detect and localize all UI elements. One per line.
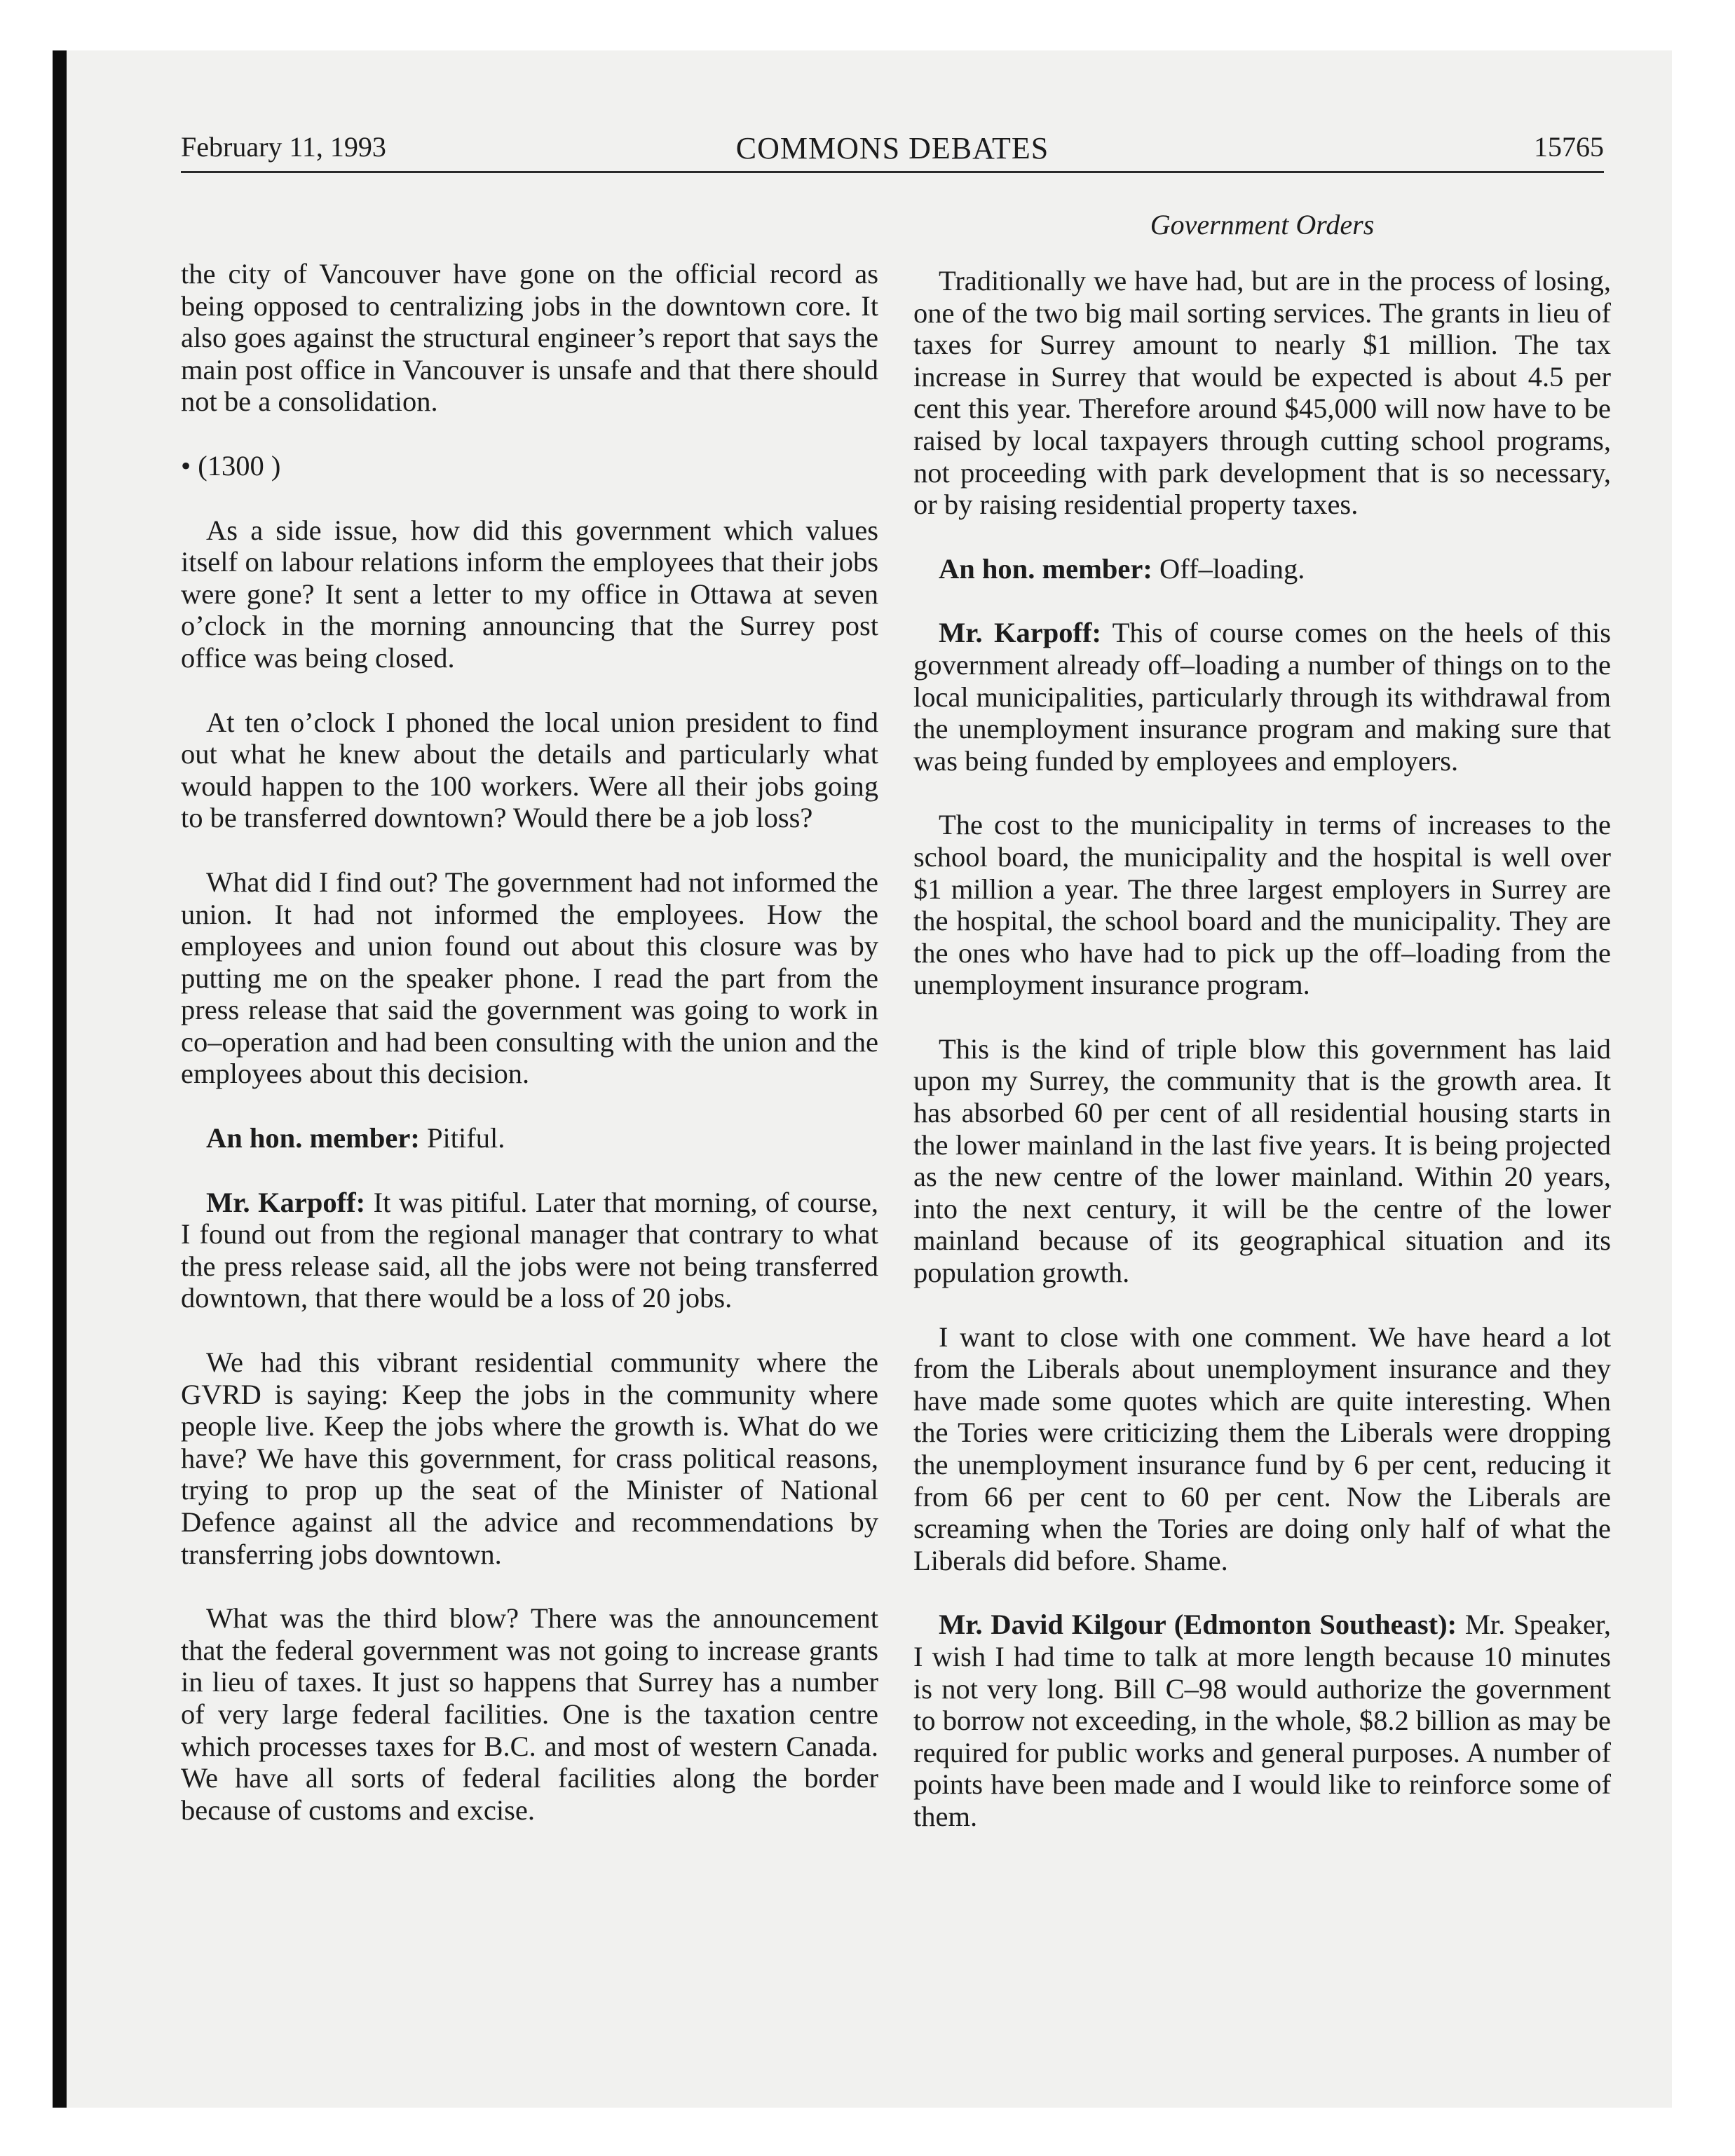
speaker-name: An hon. member: [206,1122,420,1154]
time-marker: • (1300 ) [181,449,281,482]
speech-paragraph [913,1609,1611,1832]
header-publication: COMMONS DEBATES [735,131,1049,165]
paragraph: What was the third blow? There was the announcement that the federal government was not going to increase grants in lieu of taxes. It just so happens that Surrey has a number of very large federal facilities. One is the taxation centre which processes taxes for B.C. and most of western Canada. We have all sorts of federal facilities along the border because of customs and excise. [181,1602,878,1826]
header-rule [181,171,1604,173]
paragraph: We had this vibrant residential community where the GVRD is saying: Keep the jobs in the community where people live. Keep the jobs where the growth is. What do we have? We have this government, for crass political reasons, trying to prop up the seat of the Minister of National Defence against all the advice and recommendations by transferring jobs downtown. [181,1346,878,1570]
header-page-number: 15765 [1534,131,1604,163]
interjection-text: Off–loading. [1152,552,1305,585]
right-column [913,209,1611,1865]
speaker-name: An hon. member: [939,552,1152,585]
speech-text: This of course comes on the heels of this government already off–loading a number of things on to the local municipalities, particularly through its withdrawal from the unemployment insurance program and making sure that was being funded by employees and employers. [913,617,1611,777]
paragraph: This is the kind of triple blow this government has laid upon my Surrey, the community that is the growth area. It has absorbed 60 per cent of all residential housing starts in the lower mainland in the last five years. It is being projected as the new centre of the lower mainland. Within 20 years, into the next century, it will be the centre of the lower mainland because of its geographical situation and its population growth. [913,1032,1611,1289]
interjection [913,553,1611,585]
paragraph: I want to close with one comment. We have heard a lot from the Liberals about unemployment insurance and they have made some quotes which are quite interesting. When the Tories were criticizing them the Liberals were dropping the unemployment insurance fund by 6 per cent, reducing it from 66 per cent to 60 per cent. Now the Liberals are screaming when the Tories are doing only half of what the Liberals did before. Shame. [913,1321,1611,1576]
paragraph: At ten o’clock I phoned the local union president to find out what he knew about the details and particularly what would happen to the 100 workers. Were all their jobs going to be transferred downtown? Would there be a job loss? [181,706,878,834]
scan-binding-edge [53,50,67,2108]
interjection-text: Pitiful. [419,1122,505,1154]
speech-paragraph [913,617,1611,777]
speech-paragraph [181,1187,878,1314]
header-date: February 11, 1993 [181,131,386,163]
section-title: Government Orders [1150,209,1375,240]
paragraph: As a side issue, how did this government which values itself on labour relations inform the employees that their jobs were gone? It sent a letter to my office in Ottawa at seven o’clock in the morning announcing that the Surrey post office was being closed. [181,514,878,674]
speech-text: It was pitiful. Later that morning, of course, I found out from the regional manager that contrary to what the press release said, all the jobs were not being transferred downtown, that there would be a loss of 20 jobs. [181,1186,878,1314]
paragraph: What did I find out? The government had not informed the union. It had not informed the employees. How the employees and union found out about this closure was by putting me on the speaker phone. I read the part from the press release that said the government was going to work in co–operation and had been consulting with the union and the employees about this decision. [181,866,878,1090]
page-header [181,130,1604,172]
interjection [181,1122,878,1154]
speaker-name: Mr. David Kilgour (Edmonton Southeast): [939,1609,1457,1641]
left-column [181,258,878,1858]
speaker-name: Mr. Karpoff: [939,617,1101,649]
paragraph: the city of Vancouver have gone on the official record as being opposed to centralizing jobs in the downtown core. It also goes against the structural engineer’s report that says the main post office in Vancouver is unsafe and that there should not be a consolidation. [181,258,878,418]
scan-margin [53,0,1735,50]
speech-text: Mr. Speaker, I wish I had time to talk at more length because 10 minutes is not very long. Bill C–98 would authorize the government to borrow not exceeding, in the whole, $8.2 billion as may be required for public works and general purposes. A number of points have been made and I would like to reinforce some of them. [913,1609,1611,1832]
speaker-name: Mr. Karpoff: [206,1186,366,1218]
paragraph: The cost to the municipality in terms of increases to the school board, the municipality and the hospital is well over $1 million a year. The three largest employers in Surrey are the hospital, the school board and the municipality. They are the ones who have had to pick up the off–loading from the unemployment insurance program. [913,809,1611,1001]
paragraph: Traditionally we have had, but are in the process of losing, one of the two big mail sorting services. The grants in lieu of taxes for Surrey amount to nearly $1 million. The tax increase in Surrey that would be expected is about 4.5 per cent this year. Therefore around $45,000 will now have to be raised by local taxpayers through cutting school programs, not proceeding with park development that is so necessary, or by raising residential property taxes. [913,265,1611,521]
